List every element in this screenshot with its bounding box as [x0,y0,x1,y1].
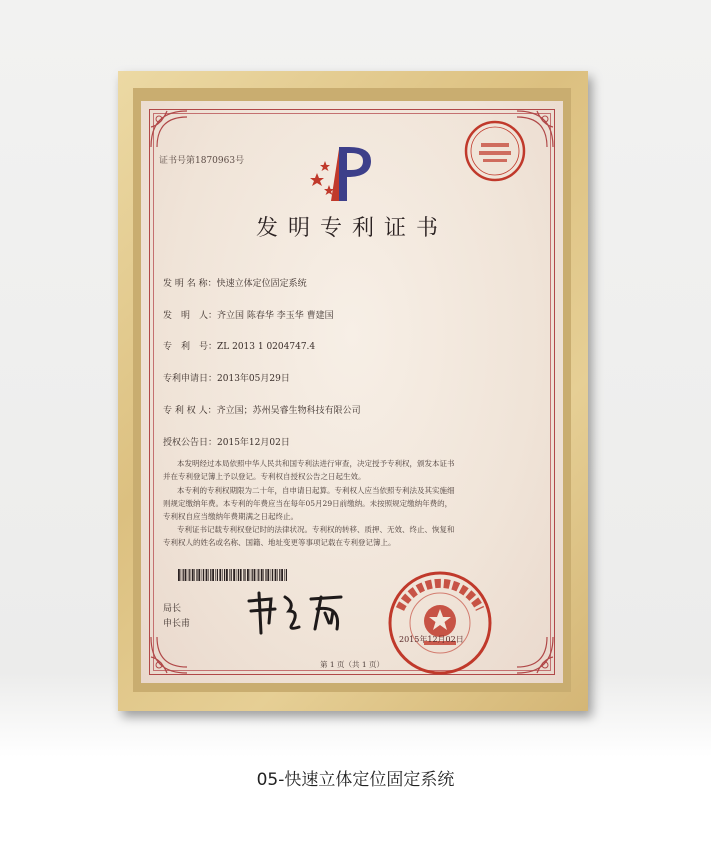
barcode-bar [189,569,190,581]
field-label: 授权公告日： [163,438,218,448]
barcode-bar [222,569,223,581]
barcode-bar [277,569,278,581]
field-value: 齐立国 陈春华 李玉华 曹建国 [217,311,334,321]
barcode-bar [279,569,280,581]
barcode-bar [215,569,216,581]
barcode-bar [275,569,277,581]
barcode-bar [219,569,221,581]
barcode-bar [210,569,211,581]
barcode-bar [250,569,251,581]
field-label: 专利申请日： [163,374,218,384]
barcode-bar [247,569,249,581]
barcode-bar [231,569,232,581]
barcode-bar [188,569,189,581]
barcode-bar [194,569,195,581]
body-paragraph-line: 本发明经过本局依照中华人民共和国专利法进行审查，决定授予专利权，颁发本证书 [177,459,455,468]
barcode-bar [258,569,259,581]
barcode-bar [267,569,269,581]
field-patentee [163,403,361,416]
field-value: 快速立体定位固定系统 [216,279,307,289]
barcode-bar [252,569,253,581]
office-seal-top [463,119,527,183]
barcode-bar [208,569,209,581]
barcode-bar [192,569,194,581]
barcode-bar [272,569,273,581]
patent-office-logo [309,143,379,205]
signature-title-name: 申长甫 [163,619,191,629]
barcode-bar [224,569,225,581]
barcode-bar [265,569,266,581]
barcode-bar [254,569,256,581]
certificate-paper [141,101,563,683]
barcode-bar [261,569,263,581]
barcode-bar [212,569,214,581]
body-paragraph-line: 专利权人的姓名或名称、国籍、地址变更等事项记载在专利登记簿上。 [163,538,396,547]
seal-date: 2015年12月02日 [399,635,464,644]
barcode-bar [206,569,208,581]
barcode-bar [178,569,180,581]
barcode-bar [226,569,228,581]
barcode-bar [185,569,187,581]
body-paragraph-line: 专利证书记载专利权登记时的法律状况。专利权的转移、质押、无效、终止、恢复和 [177,525,455,534]
barcode-bar [286,569,287,581]
barcode-bar [271,569,272,581]
field-value: ZL 2013 1 0204747.4 [217,342,316,352]
corner-ornament-top-left [147,107,193,153]
barcode-bar [284,569,285,581]
barcode-bar [240,569,242,581]
barcode-bar [243,569,244,581]
field-label: 发 明 人： [163,311,218,321]
corner-ornament-bottom-left [147,631,193,677]
barcode-bar [196,569,197,581]
barcode-bar [233,569,235,581]
field-patent-number [163,339,315,352]
barcode-bar [181,569,182,581]
barcode-bar [198,569,200,581]
corner-ornament-bottom-right [511,631,557,677]
barcode-bar [183,569,184,581]
barcode-bar [257,569,258,581]
field-label: 专 利 权 人： [163,406,217,416]
body-paragraph-line: 则规定缴纳年费。本专利的年费应当在每年05月29日前缴纳。未按照规定缴纳年费的， [163,499,453,508]
signature-title-director: 局长 [163,604,182,614]
barcode-bar [238,569,239,581]
page-footer: 第 1 页（共 1 页） [319,660,385,669]
barcode-bar [236,569,237,581]
certificate-number: 证书号第1870963号 [159,156,245,166]
barcode-bar [203,569,204,581]
field-invention-name [163,276,307,289]
field-label: 发 明 名 称： [163,279,217,289]
field-application-date [163,371,290,384]
barcode-bar [229,569,230,581]
barcode [178,569,288,581]
barcode-bar [217,569,218,581]
caption: 05-快速立体定位固定系统 [256,770,455,790]
body-paragraph-line: 专利权自应当缴纳年费期满之日起终止。 [163,512,298,521]
barcode-bar [281,569,283,581]
body-paragraph-line: 并在专利登记簿上予以登记。专利权自授权公告之日起生效。 [163,472,366,481]
field-inventors [163,308,334,321]
barcode-bar [244,569,245,581]
body-paragraph-line: 本专利的专利权期限为二十年，自申请日起算。专利权人应当依照专利法及其实施细 [177,486,455,495]
field-value: 2015年12月02日 [217,438,290,448]
field-label: 专 利 号： [163,342,218,352]
barcode-bar [202,569,203,581]
barcode-bar [263,569,264,581]
field-value: 2013年05月29日 [217,374,290,384]
field-value: 齐立国；苏州吴睿生物科技有限公司 [216,406,361,416]
field-grant-date [163,435,290,448]
certificate-title: 发明专利证书 [255,216,448,241]
director-signature [241,589,351,637]
